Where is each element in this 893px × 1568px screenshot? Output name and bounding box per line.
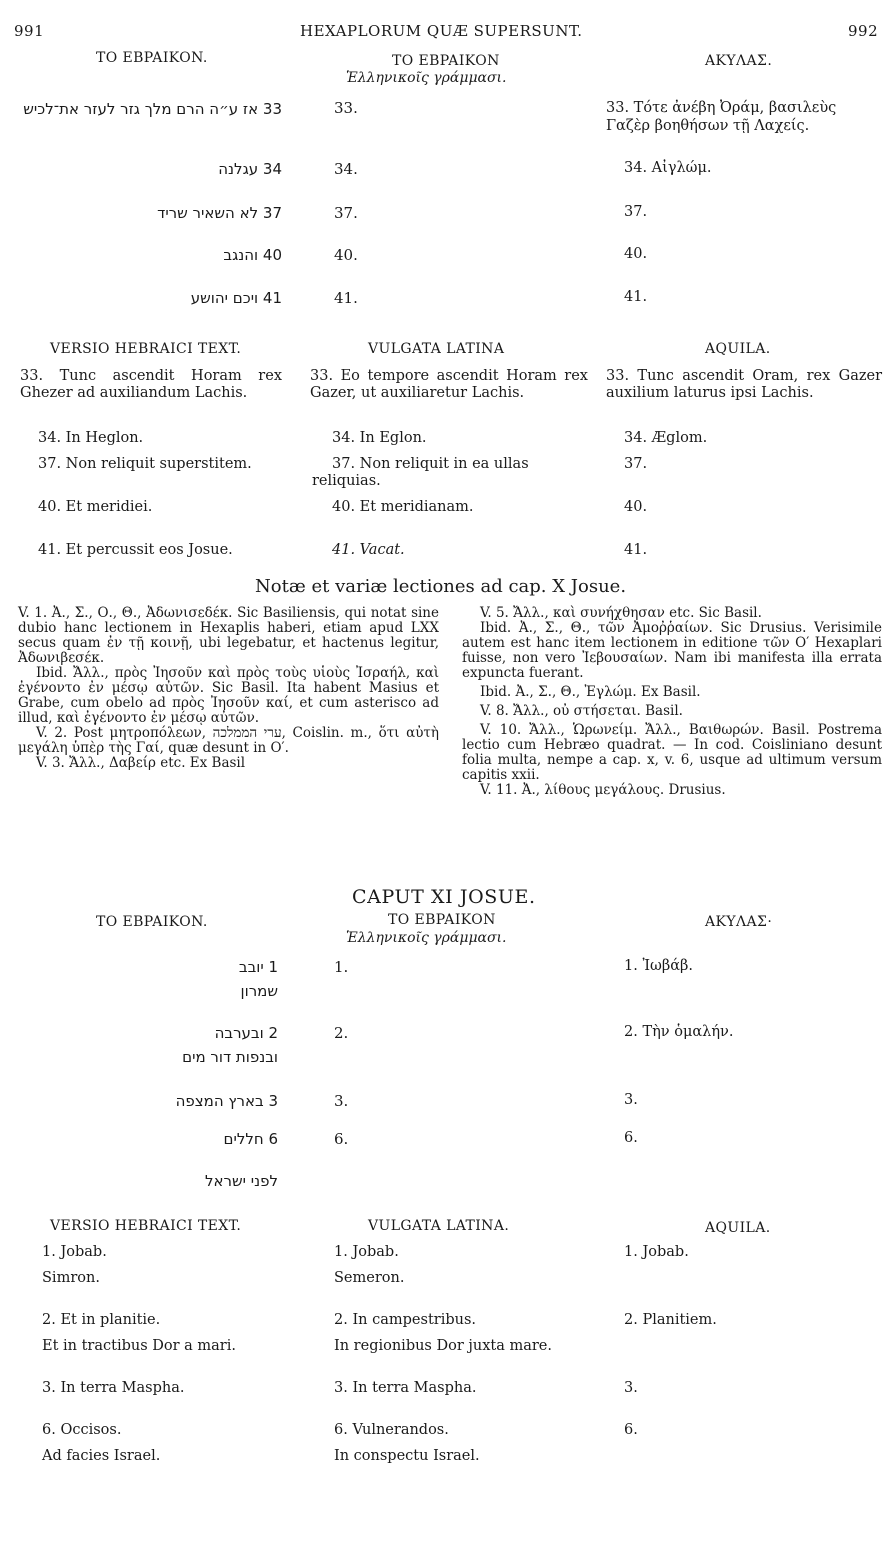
col-subhead-hellenikois: Ἑλληνικοῖς γράμμασι.: [346, 70, 507, 86]
aquila-greek-line: 3.: [624, 1092, 638, 1108]
hellenic-verse-number: 37.: [334, 204, 358, 222]
note-paragraph: V. 8. Ἄλλ., οὐ στήσεται. Basil.: [480, 703, 683, 719]
notes-right-column: [462, 606, 882, 798]
hebrew-line: 6 חללים: [223, 1130, 278, 1148]
versio-line: 2. Et in planitie.: [42, 1312, 161, 1328]
aquila-greek-line: 1. Ἰωβάβ.: [624, 958, 693, 974]
aquila-greek-line: 33. Τότε ἀνέβη Ὀράμ, βασιλεὺς Γαζὲρ βοηθήσων τῇ Λαχείς.: [606, 100, 837, 134]
aquila-greek-line: 41.: [624, 289, 648, 305]
col-head-hebraikon: TO EBPAIKON.: [96, 914, 208, 930]
vulgata-line: 37. Non reliquit in ea ullas reliquias.: [312, 456, 529, 489]
versio-line: 34. In Heglon.: [38, 430, 144, 446]
note-paragraph: V. 1. Ἀ., Σ., Ο., Θ., Ἀδωνισεδέκ. Sic Basiliensis, qui notat sine dubio hanc lectionem in Hexaplis haberi, etiam apud LXX secus quam ἐν τῇ κοινῇ, ubi legebatur, et hactenus legitur, Ἀδωνιβεσέκ.: [18, 605, 439, 666]
note-paragraph: Ibid. Ἀ., Σ., Θ., τῶν Ἀμοῤῥαίων. Sic Drusius. Verisimile autem est hanc item lectionem in editione τῶν O′ Hexaplari fuisse, non vero Ἰεβουσαίων. Nam ibi manifesta illa errata expuncta fuerant.: [462, 620, 882, 681]
aquila-latin-line: 1. Jobab.: [624, 1244, 689, 1260]
col-head-aquila-latin: AQUILA.: [705, 341, 771, 357]
vulgata-line: Semeron.: [334, 1270, 405, 1286]
note-paragraph: Ibid. Ἀ., Σ., Θ., Ἐγλώμ. Ex Basil.: [480, 684, 701, 700]
hebrew-line: לפני ישראל: [204, 1172, 278, 1190]
versio-line: 41. Et percussit eos Josue.: [38, 542, 233, 558]
hellenic-verse-number: 40.: [334, 246, 358, 264]
aquila-latin-line: 40.: [624, 499, 648, 515]
aquila-latin-line: 34. Æglom.: [624, 430, 708, 446]
versio-line: 40. Et meridiei.: [38, 499, 153, 515]
aquila-latin-line: 37.: [624, 456, 648, 472]
aquila-greek-line: 34. Αἰγλώμ.: [624, 160, 712, 176]
caput-title: CAPUT XI JOSUE.: [352, 886, 536, 908]
versio-line: 3. In terra Maspha.: [42, 1380, 185, 1396]
right-page-number: 992: [848, 22, 879, 40]
running-title: HEXAPLORUM QUÆ SUPERSUNT.: [300, 22, 583, 40]
vulgata-line: 41. Vacat.: [332, 542, 405, 558]
versio-line: Simron.: [42, 1270, 100, 1286]
vulgata-line: 33. Eo tempore ascendit Horam rex Gazer, ut auxiliaretur Lachis.: [310, 368, 588, 401]
hebrew-line: 34 עגלנה: [218, 160, 282, 178]
col-head-aquila-latin: AQUILA.: [705, 1220, 771, 1236]
versio-line: 1. Jobab.: [42, 1244, 107, 1260]
versio-line: Et in tractibus Dor a mari.: [42, 1338, 236, 1354]
col-head-hebraikon: TO EBPAIKON.: [96, 50, 208, 66]
col-head-versio: VERSIO HEBRAICI TEXT.: [50, 1218, 242, 1234]
note-paragraph: V. 2. Post μητροπόλεων, ערי הממלכה, Coislin. m., ὅτι αὐτὴ μεγάλη ὑπὲρ τὴς Γαί, quæ desunt in O′.: [18, 725, 439, 756]
vulgata-line: 40. Et meridianam.: [332, 499, 474, 515]
notes-left-column: [18, 606, 439, 771]
col-head-aquila-greek: AKΥΛΑΣ.: [705, 53, 773, 69]
col-head-hellenikois: TO EBPAIKON: [392, 53, 500, 69]
hellenic-verse-number: 3.: [334, 1092, 349, 1110]
versio-line: 33. Tunc ascendit Horam rex Ghezer ad auxiliandum Lachis.: [20, 368, 282, 401]
vulgata-line: 6. Vulnerandos.: [334, 1422, 449, 1438]
note-paragraph: Ibid. Ἄλλ., πρὸς Ἰησοῦν καὶ πρὸς τοὺς υἱοὺς Ἰσραήλ, καὶ ἐγένοντο ἐν μέσῳ αὐτῶν. Sic Basil. Ita habent Masius et Grabe, cum obelo ad πρὸς Ἰησοῦν καί, et cum asterisco ad illud, καὶ ἐγένοντο ἐν μέσῳ αὐτῶν.: [18, 665, 439, 726]
vulgata-line: In regionibus Dor juxta mare.: [334, 1338, 552, 1354]
hebrew-line: 41 ויכם יהושע: [190, 289, 282, 307]
aquila-greek-line: 2. Τὴν ὁμαλήν.: [624, 1024, 734, 1040]
note-paragraph: V. 5. Ἄλλ., καὶ συνήχθησαν etc. Sic Basil.: [480, 605, 762, 621]
hellenic-verse-number: 33.: [334, 99, 358, 117]
versio-line: 37. Non reliquit superstitem.: [38, 456, 252, 472]
hellenic-verse-number: 41.: [334, 289, 358, 307]
hellenic-verse-number: 34.: [334, 160, 358, 178]
hebrew-line: 3 בארץ המצפה: [175, 1092, 278, 1110]
note-paragraph: V. 11. Ἀ., λίθους μεγάλους. Drusius.: [480, 782, 726, 798]
col-head-vulgata: VULGATA LATINA.: [368, 1218, 510, 1234]
vulgata-line: In conspectu Israel.: [334, 1448, 480, 1464]
vulgata-line: 2. In campestribus.: [334, 1312, 477, 1328]
aquila-latin-line: 6.: [624, 1422, 638, 1438]
aquila-greek-line: 37.: [624, 204, 648, 220]
left-page-number: 991: [14, 22, 45, 40]
aquila-latin-line: 2. Planitiem.: [624, 1312, 717, 1328]
hellenic-verse-number: 6.: [334, 1130, 349, 1148]
col-head-versio: VERSIO HEBRAICI TEXT.: [50, 341, 242, 357]
aquila-latin-line: 41.: [624, 542, 648, 558]
hebrew-line: 37 לא השאיר שריד: [157, 204, 282, 222]
hebrew-line: 2 ובערבה: [214, 1024, 278, 1042]
col-subhead-hellenikois: Ἑλληνικοῖς γράμμασι.: [346, 930, 507, 946]
hebrew-line: שמרון: [240, 982, 278, 1000]
vulgata-line: 1. Jobab.: [334, 1244, 399, 1260]
hebrew-line: 1 יובב: [238, 958, 278, 976]
hebrew-line: ובנפות דור מים: [182, 1048, 278, 1066]
versio-line: 6. Occisos.: [42, 1422, 122, 1438]
col-head-vulgata: VULGATA LATINA: [368, 341, 505, 357]
vulgata-line: 3. In terra Maspha.: [334, 1380, 477, 1396]
note-paragraph: V. 3. Ἄλλ., Δαβείρ etc. Ex Basil: [36, 755, 246, 771]
hellenic-verse-number: 2.: [334, 1024, 349, 1042]
note-paragraph: V. 10. Ἄλλ., Ὡρωνείμ. Ἄλλ., Βαιθωρών. Basil. Postrema lectio cum Hebræo quadrat. — In cod. Coisliniano desunt folia multa, nempe a cap. x, v. 6, usque ad ultimum versum capitis xxii.: [462, 722, 882, 783]
hellenic-verse-number: 1.: [334, 958, 349, 976]
col-head-hellenikois: TO EBPAIKON: [388, 912, 496, 928]
versio-line: Ad facies Israel.: [42, 1448, 161, 1464]
aquila-greek-line: 40.: [624, 246, 648, 262]
vulgata-line: 34. In Eglon.: [332, 430, 427, 446]
aquila-latin-line: 3.: [624, 1380, 638, 1396]
notes-title: Notæ et variæ lectiones ad cap. X Josue.: [255, 576, 627, 597]
aquila-greek-line: 6.: [624, 1130, 638, 1146]
hebrew-line: 33 אז ע״ה הרם מלך גזר לעזר את־לכיש: [23, 100, 282, 118]
col-head-aquila-greek: AKΥΛΑΣ·: [705, 914, 773, 930]
aquila-latin-line: 33. Tunc ascendit Oram, rex Gazer auxilium laturus ipsi Lachis.: [606, 368, 882, 401]
hebrew-line: 40 והנגב: [223, 246, 282, 264]
